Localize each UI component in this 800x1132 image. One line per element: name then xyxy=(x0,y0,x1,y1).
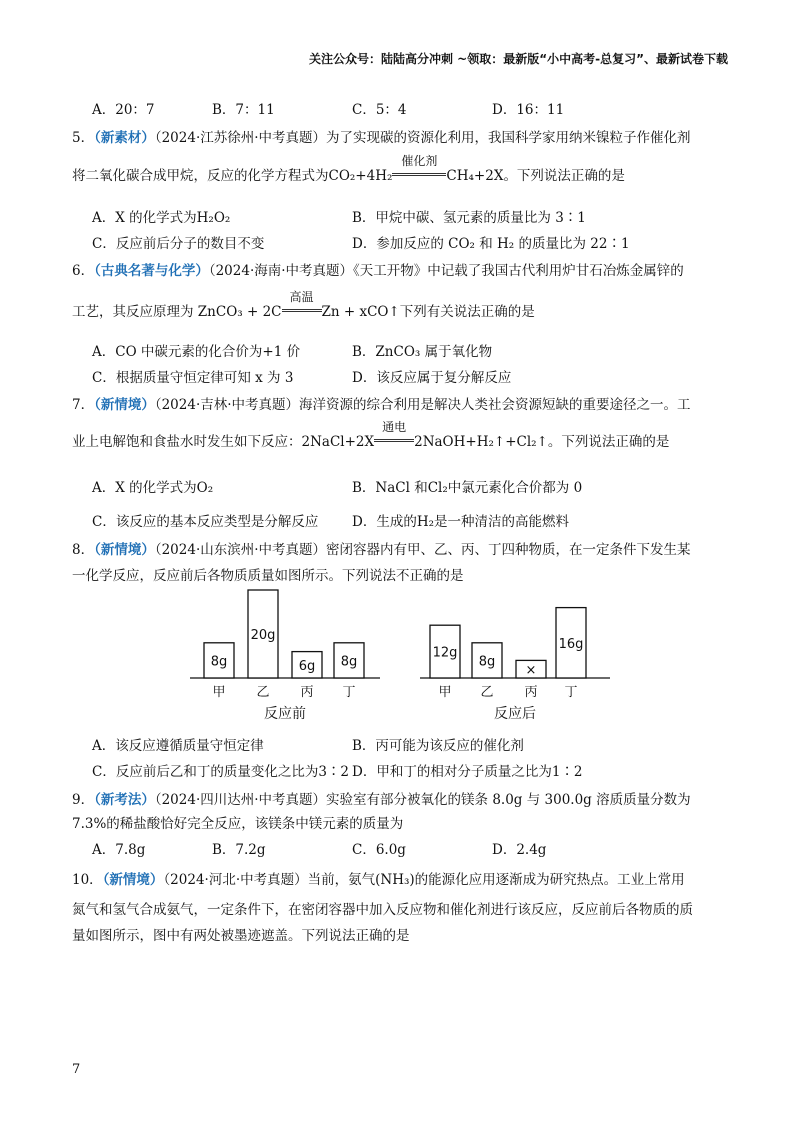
q6-tag: （古典名著与化学） xyxy=(94,263,209,279)
q10-tag: （新情境） xyxy=(102,872,164,888)
chart-0-bar-label-1: 20g xyxy=(250,628,276,643)
q5-eq-condition xyxy=(392,154,446,184)
chart-0-category-1: 乙 xyxy=(256,685,270,700)
q7-stem-line1 xyxy=(72,393,691,413)
q8-option-b: B．丙可能为该反应的催化剂 xyxy=(352,738,524,754)
chart-0-category-0: 甲 xyxy=(212,685,226,700)
q6-stem-line2 xyxy=(72,290,535,320)
q8-option-c: C．反应前后乙和丁的质量变化之比为3∶2 xyxy=(92,764,350,780)
q5-number: 5． xyxy=(72,130,95,146)
chart-1-bar-label-2: × xyxy=(525,663,537,679)
chart-0-title: 反应前 xyxy=(264,706,306,722)
q8-number: 8． xyxy=(72,542,95,558)
q5-stem-line2 xyxy=(72,154,625,184)
chart-1-category-0: 甲 xyxy=(438,685,452,700)
chart-0-category-2: 丙 xyxy=(300,685,314,700)
q9-option-b: B．7.2g xyxy=(212,842,266,858)
q8-option-a: A．该反应遵循质量守恒定律 xyxy=(92,738,264,754)
chart-1-category-1: 乙 xyxy=(480,685,494,700)
q5-text-3: 。下列说法正确的是 xyxy=(503,168,625,184)
chart-1-category-3: 丁 xyxy=(564,685,578,700)
chart-1-category-2: 丙 xyxy=(524,685,538,700)
q7-eq-electric: 通电 xyxy=(382,420,407,434)
q5-source: （2024·江苏徐州·中考真题） xyxy=(154,130,327,146)
chart-0-category-3: 丁 xyxy=(342,685,356,700)
q8-source: （2024·山东滨州·中考真题） xyxy=(154,542,327,558)
q5-tag: （新素材） xyxy=(94,130,155,146)
page-number: 7 xyxy=(72,1062,81,1077)
q10-text-2: 的能源化应用逐渐成为研究热点。工业上常用 xyxy=(414,872,685,888)
q10-stem-line1 xyxy=(72,868,685,888)
q5-option-a: A．X 的化学式为H₂O₂ xyxy=(92,210,231,226)
q9-source: （2024·四川达州·中考真题） xyxy=(154,792,327,808)
q9-text: 实验室有部分被氧化的镁条 8.0g 与 300.0g 溶质质量分数为 xyxy=(326,792,691,808)
q8-tag: （新情境） xyxy=(94,542,155,558)
q8-bar-charts xyxy=(190,580,610,730)
q6-option-b: B．ZnCO₃ 属于氧化物 xyxy=(352,344,493,360)
q4-option-a: A．20：7 xyxy=(92,102,155,118)
q6-stem-line1 xyxy=(72,259,684,279)
q6-option-a: A．CO 中碳元素的化合价为+1 价 xyxy=(92,344,301,360)
q10-number: 10． xyxy=(72,872,103,888)
q5-option-d: D．参加反应的 CO₂ 和 H₂ 的质量比为 22∶1 xyxy=(352,236,630,252)
chart-1-bar-label-1: 8g xyxy=(478,654,496,670)
q8-stem-line2: 一化学反应，反应前后各物质质量如图所示。下列说法不正确的是 xyxy=(72,568,464,584)
q8-text: 密闭容器内有甲、乙、丙、丁四种物质，在一定条件下发生某 xyxy=(326,542,691,558)
q7-text-3: 。下列说法正确的是 xyxy=(547,434,670,450)
q10-formula: (NH₃) xyxy=(375,872,415,888)
q7-eq-left: 2NaCl+2X xyxy=(301,434,375,450)
q6-text-3: Zn + xCO↑下列有关说法正确的是 xyxy=(321,304,535,320)
q9-tag: （新考法） xyxy=(94,792,155,808)
q6-eq-condition xyxy=(282,290,322,320)
q8-stem-line1 xyxy=(72,538,691,558)
q10-source: （2024·河北·中考真题） xyxy=(163,872,308,888)
q10-text: 当前，氨气 xyxy=(307,872,376,888)
q7-option-a: A．X 的化学式为O₂ xyxy=(92,480,214,496)
q7-eq-condition xyxy=(374,420,414,450)
q5-option-b: B．甲烷中碳、氢元素的质量比为 3∶1 xyxy=(352,210,586,226)
q7-stem-line2 xyxy=(72,420,670,450)
q6-eq-high-temp: 高温 xyxy=(289,290,314,304)
q4-option-d: D．16：11 xyxy=(492,102,565,118)
q5-option-c: C．反应前后分子的数目不变 xyxy=(92,236,265,252)
q7-option-d: D．生成的H₂是一种清洁的高能燃料 xyxy=(352,514,570,530)
q5-text: 为了实现碳的资源化利用，我国科学家用纳米镍粒子作催化剂 xyxy=(326,130,691,146)
q6-source: （2024·海南·中考真题） xyxy=(208,263,354,279)
q6-number: 6． xyxy=(72,263,95,279)
q6-option-c: C．根据质量守恒定律可知 x 为 3 xyxy=(92,370,294,386)
q6-option-d: D．该反应属于复分解反应 xyxy=(352,370,512,386)
q9-stem-line2: 7.3%的稀盐酸恰好完全反应，该镁条中镁元素的质量为 xyxy=(72,816,404,832)
chart-1-bar-label-3: 16g xyxy=(558,636,584,652)
chart-0-bar-label-0: 8g xyxy=(210,654,228,670)
q6-text-2: 工艺，其反应原理为 ZnCO₃ + 2C xyxy=(72,304,282,320)
q5-eq-left: CO₂+4H₂ xyxy=(328,168,393,184)
chart-1-title: 反应后 xyxy=(494,706,536,722)
chart-0-bar-label-2: 6g xyxy=(298,658,316,674)
q5-text-2: 将二氧化碳合成甲烷，反应的化学方程式为 xyxy=(72,168,329,184)
q9-option-d: D．2.4g xyxy=(492,842,547,858)
chart-1-bar-label-0: 12g xyxy=(432,645,458,661)
q4-option-b: B．7：11 xyxy=(212,102,275,118)
q9-option-a: A．7.8g xyxy=(92,842,146,858)
q7-text: 海洋资源的综合利用是解决人类社会资源短缺的重要途径之一。工 xyxy=(299,397,691,413)
q10-stem-line3: 量如图所示，图中有两处被墨迹遮盖。下列说法正确的是 xyxy=(72,928,410,944)
q4-option-c: C．5：4 xyxy=(352,102,407,118)
q5-eq-catalyst: 催化剂 xyxy=(401,154,438,168)
q7-option-c: C．该反应的基本反应类型是分解反应 xyxy=(92,514,319,530)
q7-text-2: 业上电解饱和食盐水时发生如下反应： xyxy=(72,434,302,450)
q5-eq-right: CH₄+2X xyxy=(446,168,504,184)
q10-stem-line2: 氮气和氢气合成氨气，一定条件下，在密闭容器中加入反应物和催化剂进行该反应，反应前后各物质的质 xyxy=(72,902,693,918)
q9-number: 9． xyxy=(72,792,95,808)
chart-0-bar-label-3: 8g xyxy=(340,654,358,670)
q6-text: 《天工开物》中记载了我国古代利用炉甘石冶炼金属锌的 xyxy=(353,263,684,279)
page-header: 关注公众号：陆陆高分冲刺 ~领取：最新版“小中高考-总复习”、最新试卷下载 xyxy=(309,52,728,66)
q7-option-b: B．NaCl 和Cl₂中氯元素化合价都为 0 xyxy=(352,480,583,496)
q5-stem-line1 xyxy=(72,126,691,146)
q8-option-d: D．甲和丁的相对分子质量之比为1∶2 xyxy=(352,764,583,780)
q7-number: 7． xyxy=(72,397,95,413)
q7-source: （2024·吉林·中考真题） xyxy=(154,397,300,413)
q7-tag: （新情境） xyxy=(94,397,155,413)
q9-stem-line1 xyxy=(72,788,691,808)
q9-option-c: C．6.0g xyxy=(352,842,406,858)
q7-eq-right: 2NaOH+H₂↑+Cl₂↑ xyxy=(414,434,548,450)
